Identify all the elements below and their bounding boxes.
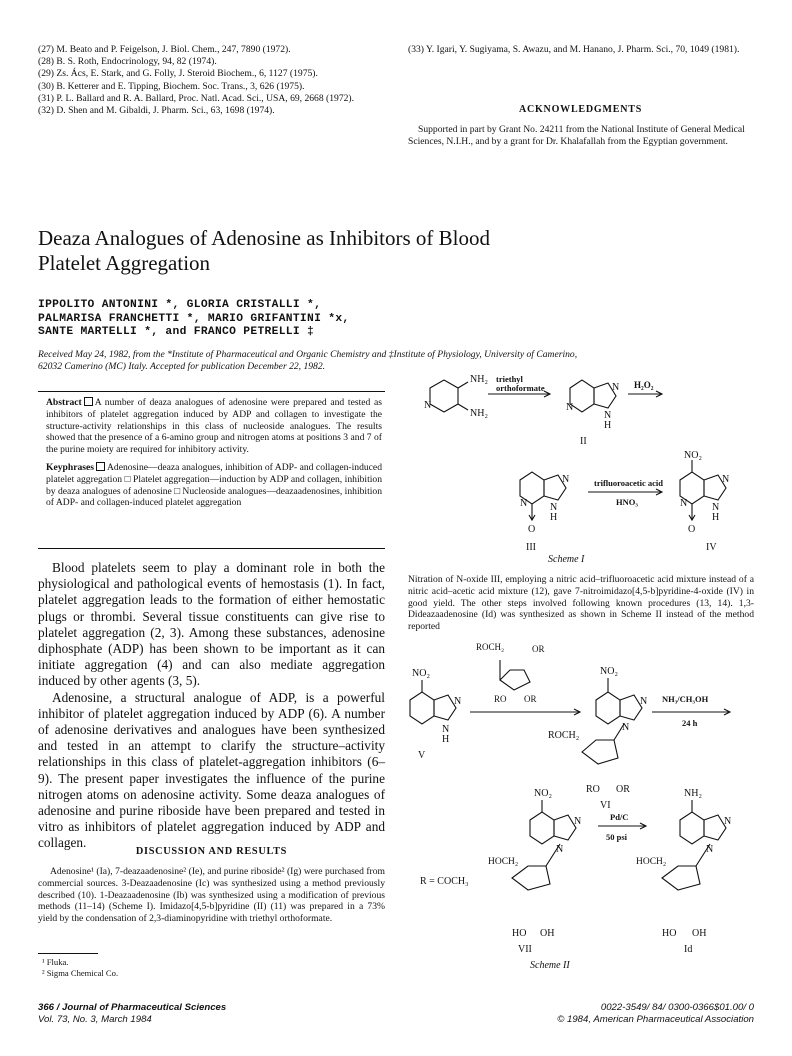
reagent-label: 24 h <box>682 718 698 728</box>
reference: (31) P. L. Ballard and R. A. Ballard, Proc. Natl. Acad. Sci., USA, 69, 2668 (1972). <box>38 92 355 104</box>
footer-right <box>420 1002 754 1026</box>
n-label: N <box>550 502 558 513</box>
n-label: N <box>724 816 732 827</box>
aminobenzimidazole-ring <box>680 812 704 844</box>
keyphrases-label: Keyphrases <box>46 461 94 473</box>
or-label: OR <box>616 784 630 795</box>
reagent-label: HNO₃ <box>616 497 638 507</box>
h-label: H <box>604 420 612 431</box>
compound-label: VII <box>518 944 532 955</box>
keyphrases-text: Adenosine—deaza analogues, inhibition of ADP- and collagen-induced platelet aggregation □ Platelet aggregation—induction by ADP and collagen, inhibition by deaza analogues of adenosine □ Nucleoside analogues—deazaadenosines, inhibition of ADP- and collagen-induced platelet aggregation <box>46 461 382 509</box>
nh2-label: NH₂ <box>684 788 702 799</box>
sugar-ring <box>582 740 618 764</box>
footnote: ² Sigma Chemical Co. <box>42 967 119 978</box>
reagent-label: orthoformate <box>496 383 545 393</box>
pyridine-ring <box>430 380 458 412</box>
article-title <box>38 226 638 276</box>
compound-label: III <box>526 542 536 553</box>
footer-journal: 366 / Journal of Pharmaceutical Sciences <box>38 1002 227 1013</box>
nitrobenzimidazole-ring <box>410 692 434 724</box>
abstract <box>46 397 382 509</box>
reagent-label: H₂O₂ <box>634 380 654 390</box>
authors <box>38 299 638 340</box>
o-label: O <box>528 524 536 535</box>
sugar-ring <box>500 670 530 690</box>
discussion-text <box>38 866 385 925</box>
n-label: N <box>604 410 612 421</box>
compound-label: V <box>418 750 426 761</box>
nh2-label: NH₂ <box>470 374 488 385</box>
imidazopyridine-ring <box>570 380 594 412</box>
n-label: N <box>574 816 582 827</box>
nh2-label: NH₂ <box>470 408 488 419</box>
sugar-label: HOCH₂ <box>636 857 667 867</box>
sugar-label: HOCH₂ <box>488 857 519 867</box>
h-label: H <box>712 512 720 523</box>
references-left <box>38 44 393 117</box>
scheme-2 <box>400 640 760 1030</box>
title-line: Deaza Analogues of Adenosine as Inhibitors of Blood <box>38 226 490 250</box>
n-label: N <box>612 382 620 393</box>
footnote-rule <box>38 953 98 954</box>
compound-label: VI <box>600 800 611 811</box>
sugar-label: ROCH₂ <box>548 730 580 741</box>
author-line: PALMARISA FRANCHETTI *, MARIO GRIFANTINI *x, <box>38 312 350 325</box>
reagent-label: triethyl <box>496 374 523 384</box>
no2-label: NO₂ <box>684 450 702 461</box>
no2-label: NO₂ <box>534 788 552 799</box>
footer-issn: 0022-3549/ 84/ 0300-0366$01.00/ 0 <box>600 1002 754 1013</box>
oh-label: OH <box>692 928 707 939</box>
reference: (29) Zs. Ács, E. Stark, and G. Folly, J. Steroid Biochem., 6, 1127 (1975). <box>38 68 318 80</box>
ro-label: RO <box>586 784 600 795</box>
n-label: N <box>454 696 462 707</box>
or-label: OR <box>532 644 545 654</box>
n-label: N <box>520 498 528 509</box>
acknowledgments-heading: ACKNOWLEDGMENTS <box>518 104 643 115</box>
n-label: N <box>566 402 574 413</box>
n-label: N <box>706 844 714 855</box>
acknowledgments-text: Supported in part by Grant No. 24211 from the National Institute of General Medical Sciences, N.I.H., and by a grant for Dr. Khalafallah from the Egyptian government. <box>408 124 745 148</box>
introduction <box>38 560 385 852</box>
author-line: SANTE MARTELLI *, and FRANCO PETRELLI ‡ <box>38 326 315 338</box>
footer-left <box>38 1002 338 1026</box>
ho-label: HO <box>662 928 677 939</box>
abstract-text: A number of deaza analogues of adenosine were prepared and tested as inhibitors of platelet aggregation induced by ADP and collagen to investigate the structure-activity relationships in this class of nucleoside analogues. The results showed that the presence of a 6-amino group and nitrogen atoms at positions 3 and 7 of the purine moiety are required for inhibitory activity. <box>46 397 382 456</box>
reagent-label: 50 psi <box>606 832 628 842</box>
compound-label: II <box>580 436 587 447</box>
nitrobenzimidazole-ring <box>596 692 620 724</box>
abstract-label: Abstract <box>46 397 82 408</box>
title-line: Platelet Aggregation <box>38 251 211 275</box>
h-label: H <box>442 734 450 745</box>
references-right <box>408 44 753 56</box>
sugar-ring <box>512 866 550 890</box>
received-line: 62032 Camerino (MC) Italy. Accepted for publication December 22, 1982. <box>38 361 326 373</box>
author-line: IPPOLITO ANTONINI *, GLORIA CRISTALLI *, <box>38 299 322 311</box>
paragraph: Adenosine¹ (Ia), 7-deazaadenosine² (Ie), and purine riboside² (Ig) were purchased from commercial sources. 3-Deazaadenosine (Ic) was synthesized using a method previously described (10). 1-Deazaadenosine (Ib) was synthesized using a modification of previous methods (11–14) (Scheme I). Imidazo[4,5-b]pyridine (II) (11) was prepared in a 73% yield by the condensation of 2,3-diaminopyridine with triethyl orthoformate. <box>38 866 385 925</box>
n-label: N <box>622 722 630 733</box>
footnote: ¹ Fluka. <box>42 957 69 967</box>
reagent-label: NH₃/CH₃OH <box>662 694 709 704</box>
reference: (28) B. S. Roth, Endocrinology, 94, 82 (1974). <box>38 56 217 68</box>
received-line: Received May 24, 1982, from the *Institute of Pharmaceutical and Organic Chemistry and ‡Institute of Physiology, University of Camerino, <box>38 349 578 360</box>
no2-label: NO₂ <box>600 666 618 677</box>
abstract-top-rule <box>38 391 385 392</box>
square-icon <box>96 462 105 471</box>
paragraph: Blood platelets seem to play a dominant role in both the physiological and pathological events of hemostasis (1). In fact, platelet aggregation leads to the formation of either hemostatic plugs or thrombi. Several tissue constituents can give rise to platelet aggregation (2, 3). Among these substances, adenosine diphosphate (ADP) has been shown to be important as it can initiate aggregation (4) and can also mediate aggregation induced by other agents (3, 5). <box>38 560 385 689</box>
nitration-text <box>408 574 754 633</box>
reagent-label: Pd/C <box>610 812 629 822</box>
abstract-bottom-rule <box>38 548 385 549</box>
n-label: N <box>424 400 432 411</box>
reference: (27) M. Beato and P. Feigelson, J. Biol. Chem., 247, 7890 (1972). <box>38 44 291 55</box>
scheme-caption: Scheme I <box>548 554 585 565</box>
paragraph: Nitration of N-oxide III, employing a nitric acid–trifluoroacetic acid mixture instead of a nitric acid–acetic acid mixture (12), gave 7-nitroimidazo[4,5-b]pyridine-4-oxide (IV) in good yield. The other steps involved following known procedures (13, 14). 1,3-Dideazaadenosine (Id) was synthesized as shown in Scheme II instead of the method reported <box>408 574 754 633</box>
scheme-caption: Scheme II <box>530 960 570 971</box>
sugar-ring <box>662 866 700 890</box>
discussion-heading: DISCUSSION AND RESULTS <box>135 846 288 857</box>
or-label: OR <box>524 694 537 704</box>
n-label: N <box>556 844 564 855</box>
ho-label: HO <box>512 928 527 939</box>
paragraph: Adenosine, a structural analogue of ADP, is a powerful inhibitor of platelet aggregation induced by ADP (6). A number of adenosine derivatives and analogues have been synthesized and tested in an attempt to clarify the structure–activity relationships in this class of platelet-aggregation inhibitors (6–9). The present paper investigates the influence of the purine nitrogen atoms on adenosine activity. Some deaza analogues of adenosine and purine riboside have been prepared and tested in vitro as inhibitors of platelet aggregation induced by ADP and collagen. <box>38 689 385 851</box>
sugar-label: ROCH₂ <box>476 642 505 652</box>
footer-copyright: © 1984, American Pharmaceutical Association <box>557 1014 754 1025</box>
footer-volume: Vol. 73, No. 3, March 1984 <box>38 1014 152 1025</box>
reagent-label: trifluoroacetic acid <box>594 478 664 488</box>
n-label: N <box>680 498 688 509</box>
n-label: N <box>640 696 648 707</box>
no2-label: NO₂ <box>412 668 430 679</box>
reference: (30) B. Ketterer and E. Tipping, Biochem. Soc. Trans., 3, 626 (1975). <box>38 80 305 92</box>
h-label: H <box>550 512 558 523</box>
n-label: N <box>712 502 720 513</box>
nitrobenzimidazole-ring <box>530 812 554 844</box>
reference: (32) D. Shen and M. Gibaldi, J. Pharm. Sci., 63, 1698 (1974). <box>38 105 275 117</box>
n-label: N <box>722 474 730 485</box>
compound-label: Id <box>684 944 693 955</box>
square-icon <box>84 397 93 406</box>
oh-label: OH <box>540 928 555 939</box>
reference: (33) Y. Igari, Y. Sugiyama, S. Awazu, and M. Hanano, J. Pharm. Sci., 70, 1049 (1981). <box>408 44 740 55</box>
scheme-1 <box>400 360 760 575</box>
r-definition: R = COCH₃ <box>420 876 469 887</box>
n-label: N <box>442 724 450 735</box>
o-label: O <box>688 524 696 535</box>
footnotes <box>42 957 342 978</box>
compound-label: IV <box>706 542 717 553</box>
n-label: N <box>562 474 570 485</box>
ro-label: RO <box>494 694 507 704</box>
